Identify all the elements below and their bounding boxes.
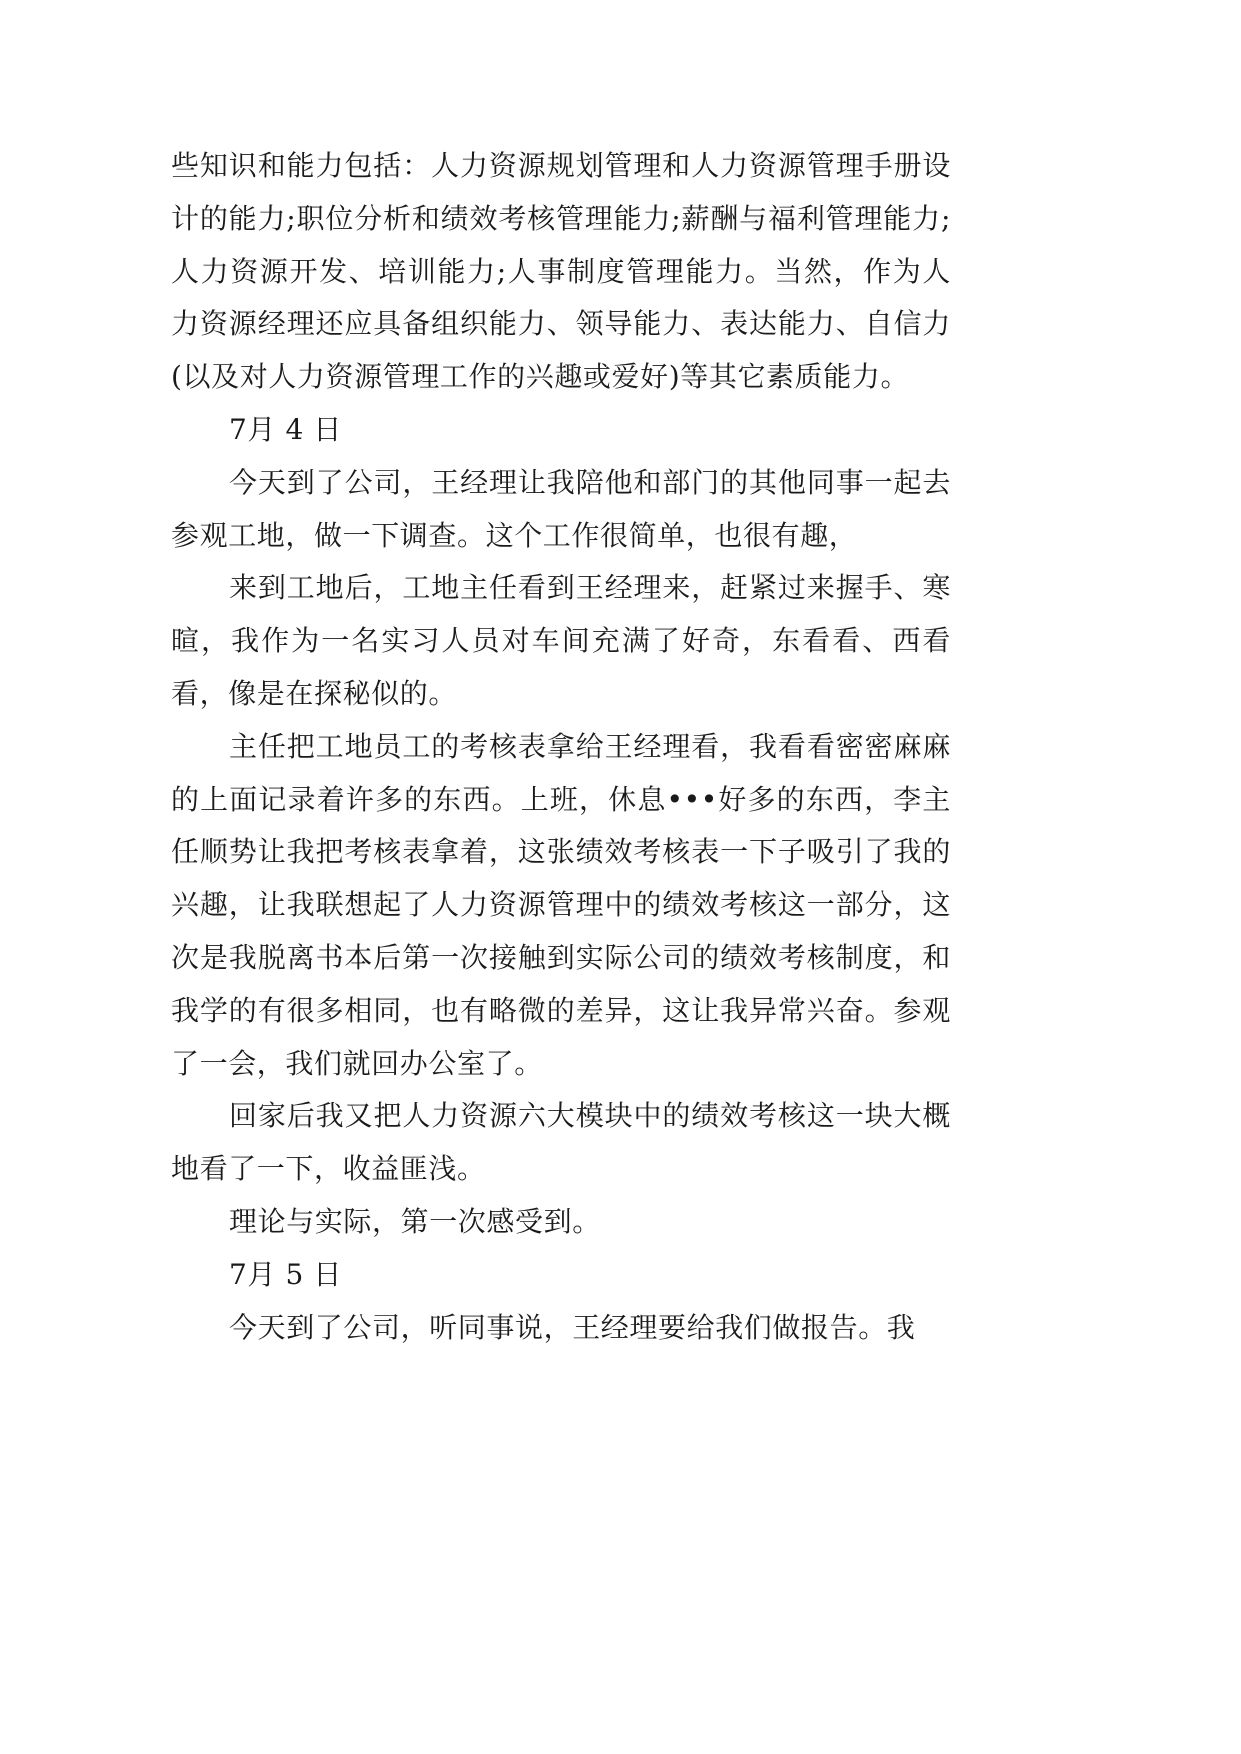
paragraph-manager-report: 今天到了公司，听同事说，王经理要给我们做报告。我 <box>229 1310 916 1344</box>
document-body <box>171 140 951 1354</box>
date-heading-july-5: 7月 5 日 <box>229 1257 343 1291</box>
paragraph-theory-and-practice: 理论与实际，第一次感受到。 <box>229 1204 601 1238</box>
paragraph-assessment-form: 主任把工地员工的考核表拿给王经理看，我看看密密麻麻的上面记录着许多的东西。上班，休息•••好多的东西，李主任顺势让我把考核表拿着，这张绩效考核表一下子吸引了我的兴趣，让我联想起了人力资源管理中的绩效考核这一部分，这次是我脱离书本后第一次接触到实际公司的绩效考核制度，和我学的有很多相同，也有略微的差异，这让我异常兴奋。参观了一会，我们就回办公室了。 <box>171 729 951 1080</box>
paragraph-hr-competencies: 些知识和能力包括：人力资源规划管理和人力资源管理手册设计的能力;职位分析和绩效考核管理能力;薪酬与福利管理能力;人力资源开发、培训能力;人事制度管理能力。当然，作为人力资源经理还应具备组织能力、领导能力、表达能力、自信力(以及对人力资源管理工作的兴趣或爱好)等其它素质能力。 <box>171 149 951 394</box>
date-heading-july-4: 7月 4 日 <box>229 412 343 446</box>
paragraph-site-visit: 今天到了公司，王经理让我陪他和部门的其他同事一起去参观工地，做一下调查。这个工作很简单，也很有趣， <box>171 465 951 552</box>
paragraph-review-at-home: 回家后我又把人力资源六大模块中的绩效考核这一块大概地看了一下，收益匪浅。 <box>171 1099 951 1186</box>
paragraph-arrival-at-site: 来到工地后，工地主任看到王经理来，赶紧过来握手、寒暄，我作为一名实习人员对车间充满了好奇，东看看、西看看，像是在探秘似的。 <box>171 571 951 710</box>
